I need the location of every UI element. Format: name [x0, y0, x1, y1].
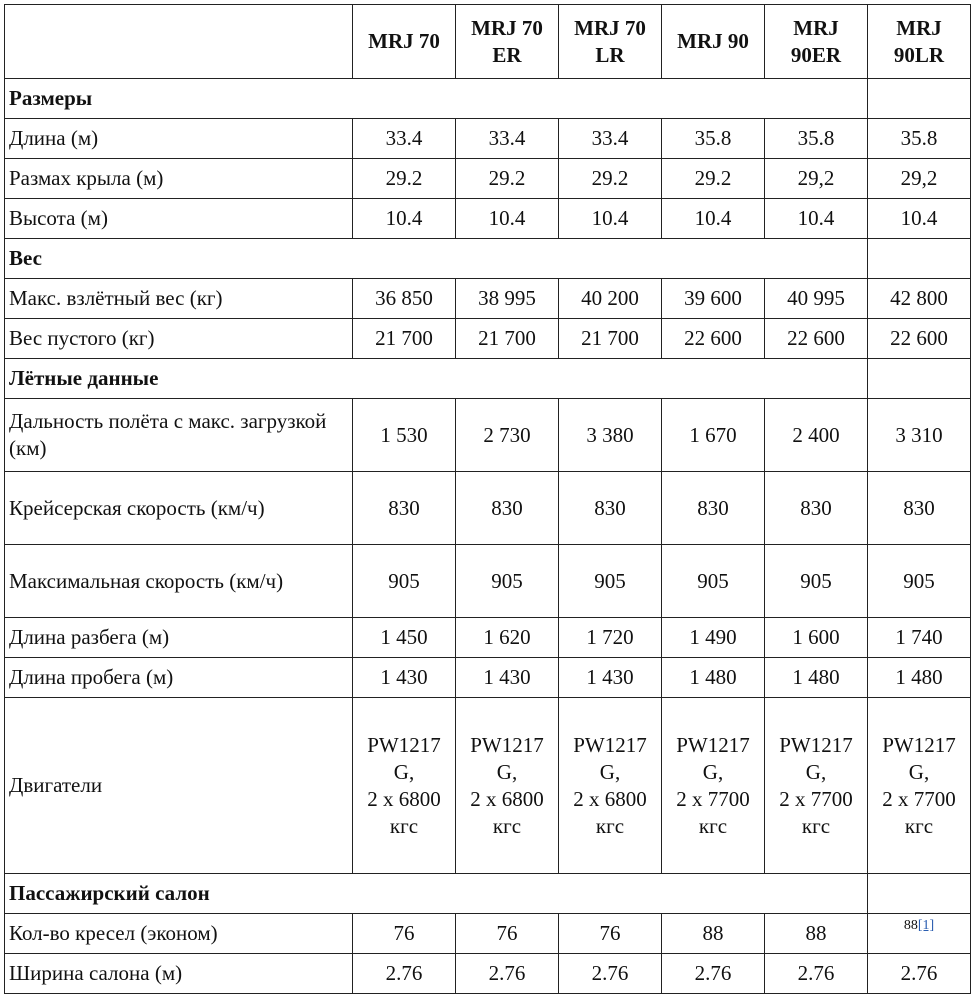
table-cell: 1 620 — [456, 618, 559, 658]
section-row-flight — [5, 359, 971, 399]
table-cell: 35.8 — [868, 119, 971, 159]
table-cell: 830 — [559, 472, 662, 545]
table-cell: 10.4 — [353, 199, 456, 239]
table-cell: 35.8 — [662, 119, 765, 159]
column-header-mrj90: MRJ 90 — [662, 5, 765, 79]
table-cell: 3 380 — [559, 399, 662, 472]
table-cell: 22 600 — [868, 319, 971, 359]
table-cell: 830 — [765, 472, 868, 545]
table-cell: 29.2 — [353, 159, 456, 199]
row-label-height: Высота (м) — [5, 199, 353, 239]
table-cell: 10.4 — [868, 199, 971, 239]
row-label-seats: Кол-во кресел (эконом) — [5, 914, 353, 954]
table-cell: 33.4 — [456, 119, 559, 159]
row-label-range: Дальность полёта с макс. загрузкой (км) — [5, 399, 353, 472]
table-cell: 10.4 — [456, 199, 559, 239]
engine-cell — [662, 698, 765, 874]
table-cell: 2.76 — [456, 954, 559, 994]
engine-unit: кгс — [904, 813, 934, 838]
table-cell: 1 740 — [868, 618, 971, 658]
table-cell: 1 480 — [765, 658, 868, 698]
table-cell: 29.2 — [662, 159, 765, 199]
column-header-mrj90lr: MRJ 90LR — [868, 5, 971, 79]
table-cell: 905 — [868, 545, 971, 618]
table-row-seats — [5, 914, 971, 954]
table-cell: 88 — [765, 914, 868, 954]
engine-model: PW1217 — [367, 732, 441, 757]
table-row-height — [5, 199, 971, 239]
engine-thrust: 2 x 7700 — [676, 786, 750, 811]
engine-thrust: 2 x 6800 — [367, 786, 441, 811]
row-label-takeoff-run: Длина разбега (м) — [5, 618, 353, 658]
column-header-mrj70er: MRJ 70 ER — [456, 5, 559, 79]
engine-cell — [353, 698, 456, 874]
table-cell: 88 — [662, 914, 765, 954]
table-cell: 1 430 — [559, 658, 662, 698]
table-cell: 2.76 — [662, 954, 765, 994]
table-cell: 22 600 — [765, 319, 868, 359]
section-empty-cell — [868, 359, 971, 399]
reference-link[interactable]: [1] — [917, 918, 935, 933]
table-cell: 33.4 — [353, 119, 456, 159]
table-cell: 36 850 — [353, 279, 456, 319]
engine-cell — [559, 698, 662, 874]
section-empty-cell — [868, 79, 971, 119]
engine-suffix: G, — [496, 759, 518, 784]
column-header-mrj90er: MRJ 90ER — [765, 5, 868, 79]
table-cell: 40 200 — [559, 279, 662, 319]
table-cell: 2.76 — [559, 954, 662, 994]
table-cell: 2.76 — [353, 954, 456, 994]
engine-cell — [765, 698, 868, 874]
engine-cell — [456, 698, 559, 874]
table-cell: 33.4 — [559, 119, 662, 159]
table-row-range — [5, 399, 971, 472]
section-row-weight — [5, 239, 971, 279]
engine-model: PW1217 — [470, 732, 544, 757]
table-cell: 76 — [353, 914, 456, 954]
seat-count-small: 88 — [903, 918, 918, 933]
engine-thrust: 2 x 6800 — [573, 786, 647, 811]
engine-thrust: 2 x 6800 — [470, 786, 544, 811]
engine-suffix: G, — [393, 759, 415, 784]
engine-thrust: 2 x 7700 — [882, 786, 956, 811]
table-cell: 1 670 — [662, 399, 765, 472]
table-cell: 29,2 — [868, 159, 971, 199]
table-cell: 35.8 — [765, 119, 868, 159]
table-row-landing-run — [5, 658, 971, 698]
table-cell: 21 700 — [456, 319, 559, 359]
table-row-max-speed — [5, 545, 971, 618]
specs-table — [4, 4, 971, 994]
table-cell: 29.2 — [456, 159, 559, 199]
table-cell: 830 — [353, 472, 456, 545]
table-cell: 22 600 — [662, 319, 765, 359]
table-cell: 1 430 — [456, 658, 559, 698]
row-label-mtow: Макс. взлётный вес (кг) — [5, 279, 353, 319]
row-label-empty-weight: Вес пустого (кг) — [5, 319, 353, 359]
table-cell: 1 430 — [353, 658, 456, 698]
table-cell: 830 — [662, 472, 765, 545]
table-cell: 1 720 — [559, 618, 662, 658]
section-title-cabin: Пассажирский салон — [5, 874, 868, 914]
table-cell: 10.4 — [765, 199, 868, 239]
engine-thrust: 2 x 7700 — [779, 786, 853, 811]
table-cell: 3 310 — [868, 399, 971, 472]
section-title-weight: Вес — [5, 239, 868, 279]
table-cell: 29.2 — [559, 159, 662, 199]
corner-cell — [5, 5, 353, 79]
engine-unit: кгс — [698, 813, 728, 838]
engine-model: PW1217 — [676, 732, 750, 757]
table-cell: 76 — [559, 914, 662, 954]
section-empty-cell — [868, 239, 971, 279]
table-cell: 10.4 — [559, 199, 662, 239]
row-label-cruise-speed: Крейсерская скорость (км/ч) — [5, 472, 353, 545]
table-cell: 1 600 — [765, 618, 868, 658]
table-cell: 21 700 — [353, 319, 456, 359]
table-cell: 830 — [456, 472, 559, 545]
table-row-length — [5, 119, 971, 159]
table-cell: 39 600 — [662, 279, 765, 319]
engine-model: PW1217 — [573, 732, 647, 757]
column-header-mrj70lr: MRJ 70 LR — [559, 5, 662, 79]
section-title-flight: Лётные данные — [5, 359, 868, 399]
table-cell: 10.4 — [662, 199, 765, 239]
row-label-length: Длина (м) — [5, 119, 353, 159]
table-cell: 1 450 — [353, 618, 456, 658]
table-cell: 40 995 — [765, 279, 868, 319]
row-label-cabin-width: Ширина салона (м) — [5, 954, 353, 994]
table-cell: 905 — [353, 545, 456, 618]
table-cell: 42 800 — [868, 279, 971, 319]
table-cell: 2 400 — [765, 399, 868, 472]
engine-suffix: G, — [805, 759, 827, 784]
row-label-wingspan: Размах крыла (м) — [5, 159, 353, 199]
section-empty-cell — [868, 874, 971, 914]
section-row-cabin — [5, 874, 971, 914]
table-cell: 38 995 — [456, 279, 559, 319]
table-cell: 830 — [868, 472, 971, 545]
table-row-empty-weight — [5, 319, 971, 359]
table-cell: 2.76 — [765, 954, 868, 994]
table-row-cabin-width — [5, 954, 971, 994]
table-cell: 1 490 — [662, 618, 765, 658]
engine-cell — [868, 698, 971, 874]
engine-unit: кгс — [492, 813, 522, 838]
table-cell: 1 480 — [662, 658, 765, 698]
row-label-max-speed: Максимальная скорость (км/ч) — [5, 545, 353, 618]
engine-unit: кгс — [595, 813, 625, 838]
table-cell: 905 — [456, 545, 559, 618]
engine-model: PW1217 — [779, 732, 853, 757]
table-cell: 76 — [456, 914, 559, 954]
column-header-mrj70: MRJ 70 — [353, 5, 456, 79]
table-row-engines — [5, 698, 971, 874]
engine-suffix: G, — [702, 759, 724, 784]
table-cell: 905 — [559, 545, 662, 618]
row-label-engines: Двигатели — [5, 698, 353, 874]
section-title-dimensions: Размеры — [5, 79, 868, 119]
engine-suffix: G, — [908, 759, 930, 784]
table-cell: 1 480 — [868, 658, 971, 698]
table-row-mtow — [5, 279, 971, 319]
table-cell: 21 700 — [559, 319, 662, 359]
table-cell: 1 530 — [353, 399, 456, 472]
table-row-takeoff-run — [5, 618, 971, 658]
header-row — [5, 5, 971, 79]
engine-suffix: G, — [599, 759, 621, 784]
engine-unit: кгс — [389, 813, 419, 838]
table-cell: 29,2 — [765, 159, 868, 199]
table-row-cruise-speed — [5, 472, 971, 545]
table-cell-with-reference — [868, 914, 971, 954]
table-cell: 2.76 — [868, 954, 971, 994]
table-cell: 905 — [662, 545, 765, 618]
table-row-wingspan — [5, 159, 971, 199]
table-cell: 2 730 — [456, 399, 559, 472]
engine-unit: кгс — [801, 813, 831, 838]
row-label-landing-run: Длина пробега (м) — [5, 658, 353, 698]
section-row-dimensions — [5, 79, 971, 119]
engine-model: PW1217 — [882, 732, 956, 757]
table-cell: 905 — [765, 545, 868, 618]
